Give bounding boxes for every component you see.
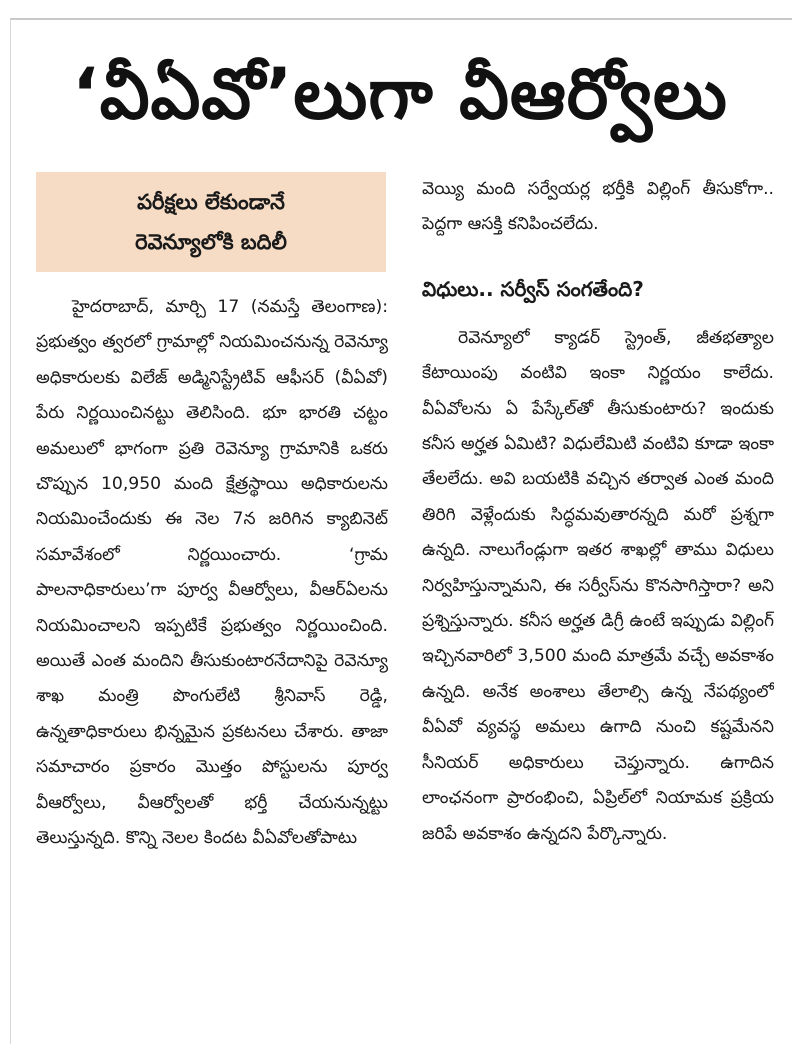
section-heading: విధులు.. సర్వీస్‌ సంగతేంది? (422, 276, 644, 301)
subheading-box (36, 172, 386, 272)
left-body-paragraph: హైదరాబాద్‌, మార్చి 17 (నమస్తే తెలంగాణ): ప్రభుత్వం త్వరలో గ్రామాల్లో నియమించనున్న రెవెన్యూ అధికారులకు విలేజ్‌ అడ్మినిస్ట్రేటివ్‌ ఆఫీసర్‌ (వీఏవో) పేరు నిర్ణయించినట్టు తెలిసింది. భూ భారతి చట్టం అమలులో భాగంగా ప్రతి రెవెన్యూ గ్రామానికి ఒకరు చొప్పున 10,950 మంది క్షేత్రస్థాయి అధికారులను నియమించేందుకు ఈ నెల 7న జరిగిన క్యాబినెట్‌ సమావేశంలో నిర్ణయించారు. ‘గ్రామ పాలనాధికారులు’గా పూర్వ వీఆర్వోలు, వీఆర్‌ఏలను నియమించాలని ఇప్పటికే ప్రభుత్వం నిర్ణయించింది. అయితే ఎంత మందిని తీసుకుంటారనేదానిపై రెవెన్యూ శాఖ మంత్రి పొంగులేటి శ్రీనివాస్‌ రెడ్డి, ఉన్నతాధికారులు భిన్నమైన ప్రకటనలు చేశారు. తాజా సమాచారం ప్రకారం మొత్తం పోస్టులను పూర్వ వీఆర్వోలు, వీఆర్వోలతో భర్తీ చేయనున్నట్టు తెలుస్తున్నది. కొన్ని నెలల కిందట వీఏవోలతోపాటు (36, 297, 388, 849)
subheading-line-2: రెవెన్యూలోకి బదిలీ (135, 230, 287, 254)
right-body-paragraph: రెవెన్యూలో క్యాడర్‌ స్ట్రెంత్‌, జీతభత్యాల కేటాయింపు వంటివి ఇంకా నిర్ణయం కాలేదు. వీఏవోలను ఏ పేస్కేల్‌తో తీసుకుంటారు? ఇందుకు కనీస అర్హత ఏమిటి? విధులేమిటి వంటివి కూడా ఇంకా తేలలేదు. అవి బయటికి వచ్చిన తర్వాత ఎంత మంది తిరిగి వెళ్లేందుకు సిద్ధమవుతారన్నది మరో ప్రశ్నగా ఉన్నది. నాలుగేండ్లుగా ఇతర శాఖల్లో తాము విధులు నిర్వహిస్తున్నామని, ఈ సర్వీస్‌ను కొనసాగిస్తారా? అని ప్రశ్నిస్తున్నారు. కనీస అర్హత డిగ్రీ ఉంటే ఇప్పుడు విల్లింగ్‌ ఇచ్చినవారిలో 3,500 మంది మాత్రమే వచ్చే అవకాశం ఉన్నది. అనేక అంశాలు తేలాల్సి ఉన్న నేపథ్యంలో వీఏవో వ్యవస్థ అమలు ఉగాది నుంచి కష్టమేనని సీనియర్‌ అధికారులు చెప్తున్నారు. ఉగాదిన లాంఛనంగా ప్రారంభించి, ఏప్రిల్‌లో నియామక ప్రక్రియ జరిపే అవకాశం ఉన్నదని పేర్కొన్నారు. (422, 327, 774, 844)
continuation-paragraph: వెయ్యి మంది సర్వేయర్ల భర్తీకి విల్లింగ్‌ తీసుకోగా.. పెద్దగా ఆసక్తి కనిపించలేదు. (422, 179, 774, 235)
headline: ‘వీఏవో’లుగా వీఆర్వోలు (72, 53, 728, 135)
right-column (422, 172, 774, 1044)
subheading-line-1: పరీక్షలు లేకుండానే (137, 190, 285, 214)
left-column (36, 172, 388, 1044)
